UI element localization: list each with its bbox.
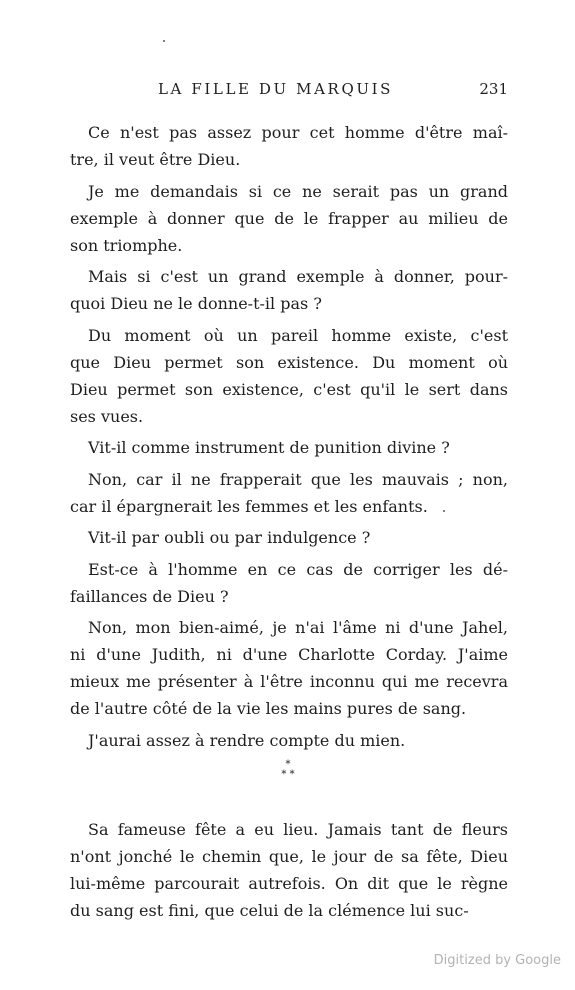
text-line: Mais si c'est un grand exemple à donner, pour-	[88, 267, 508, 286]
text-line: Je me demandais si ce ne serait pas un grand	[88, 181, 508, 201]
text-line: que Dieu permet son existence. Du moment où	[70, 352, 508, 372]
text-line: Dieu permet son existence, c'est qu'il le sert dans	[70, 379, 508, 399]
text-line: du sang est fini, que celui de la clémence lui suc-	[70, 901, 469, 920]
text-line: Non, car il ne frapperait que les mauvais ; non,	[88, 469, 508, 489]
text-line: faillances de Dieu ?	[70, 586, 229, 606]
text-line: ses vues.	[70, 406, 144, 426]
text-line: de l'autre côté de la vie les mains pures de sang.	[70, 699, 467, 718]
text-line: n'ont jonché le chemin que, le jour de sa fête, Dieu	[70, 847, 508, 866]
text-line: Non, mon bien-aimé, je n'ai l'âme ni d'une Jahel,	[88, 618, 508, 637]
text-line: car il épargnerait les femmes et les enfants.	[70, 496, 428, 516]
running-header	[158, 80, 508, 104]
text-line: son triomphe.	[70, 235, 183, 255]
text-line: tre, il veut être Dieu.	[70, 150, 241, 169]
body-text-section-2	[70, 816, 508, 929]
text-line: quoi Dieu ne le donne-t-il pas ?	[70, 294, 322, 313]
google-watermark: Digitized by Google	[433, 953, 561, 968]
paragraph	[70, 556, 508, 610]
separator-star-top: *	[285, 759, 291, 770]
text-line: mieux me présenter à l'être inconnu qui me recevra	[70, 672, 508, 691]
text-line: Sa fameuse fête a eu lieu. Jamais tant de fleurs	[88, 820, 508, 839]
paragraph	[70, 727, 508, 754]
running-title: LA FILLE DU MARQUIS	[158, 80, 393, 98]
paragraph	[70, 614, 508, 722]
text-line: Ce n'est pas assez pour cet homme d'être maî-	[88, 123, 508, 142]
paragraph	[70, 434, 508, 461]
text-line: Est-ce à l'homme en ce cas de corriger les dé-	[88, 559, 508, 579]
paragraph	[70, 524, 508, 551]
paragraph	[70, 178, 508, 259]
paragraph	[70, 816, 508, 924]
text-line: ni d'une Judith, ni d'une Charlotte Corday. J'aime	[70, 645, 508, 664]
text-line: J'aurai assez à rendre compte du mien.	[88, 730, 406, 750]
paragraph	[70, 263, 508, 317]
paragraph	[70, 322, 508, 430]
paragraph	[70, 466, 508, 520]
text-line: Vit-il par oubli ou par indulgence ?	[88, 528, 371, 547]
text-line: Vit-il comme instrument de punition divine ?	[88, 438, 450, 457]
separator-stars-bottom: * *	[281, 769, 295, 780]
ink-speck	[163, 40, 165, 42]
text-line: lui-même parcourait autrefois. On dit que le règne	[70, 874, 508, 893]
paragraph	[70, 119, 508, 173]
text-line: exemple à donner que de le frapper au milieu de	[70, 208, 508, 228]
page-number: 231	[479, 80, 508, 98]
body-text	[70, 119, 508, 758]
text-line: Du moment où un pareil homme existe, c'est	[88, 325, 508, 345]
section-separator	[273, 760, 303, 790]
